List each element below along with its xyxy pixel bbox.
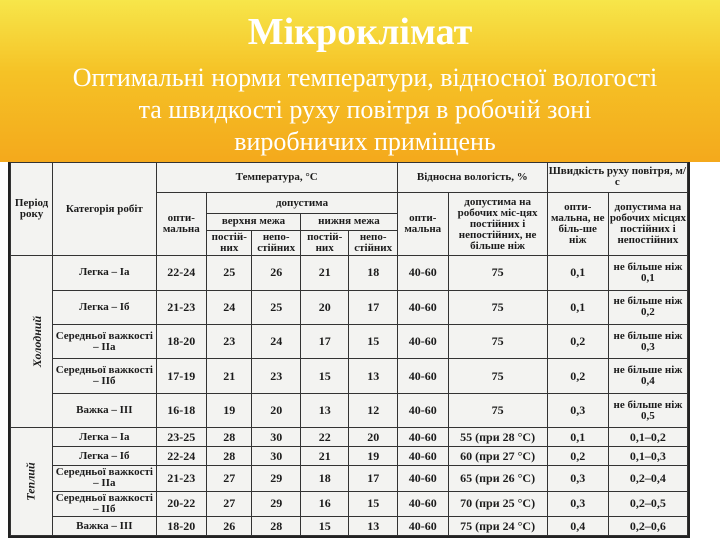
- humidity-optimal-cell: 40-60: [397, 325, 448, 359]
- temp-optimal-cell: 21-23: [156, 290, 207, 324]
- temp-optimal-cell: 22-24: [156, 256, 207, 290]
- speed-optimal-cell: 0,3: [547, 393, 608, 427]
- speed-optimal-cell: 0,2: [547, 447, 608, 466]
- humidity-allowed-cell: 75: [448, 290, 547, 324]
- temp-lower-perm-cell: 18: [300, 465, 349, 491]
- temp-lower-nonperm-cell: 12: [349, 393, 398, 427]
- header-lower-permanent: постій-них: [300, 230, 349, 256]
- temp-upper-nonperm-cell: 29: [252, 465, 301, 491]
- humidity-optimal-cell: 40-60: [397, 491, 448, 517]
- table-row: [11, 517, 688, 536]
- temp-upper-nonperm-cell: 26: [252, 256, 301, 290]
- temp-upper-nonperm-cell: 30: [252, 447, 301, 466]
- slide-subtitle: [20, 62, 710, 158]
- temp-lower-nonperm-cell: 15: [349, 325, 398, 359]
- temp-lower-perm-cell: 15: [300, 359, 349, 393]
- speed-optimal-cell: 0,2: [547, 359, 608, 393]
- speed-allowed-cell: не більше ніж 0,3: [608, 325, 687, 359]
- temp-lower-nonperm-cell: 17: [349, 290, 398, 324]
- slide-title: Мікроклімат: [247, 11, 473, 53]
- period-label: Теплий: [24, 462, 39, 501]
- temp-upper-perm-cell: 25: [207, 256, 252, 290]
- table-row: [11, 447, 688, 466]
- temp-upper-perm-cell: 28: [207, 447, 252, 466]
- temp-lower-perm-cell: 21: [300, 447, 349, 466]
- humidity-allowed-cell: 75 (при 24 °С): [448, 517, 547, 536]
- period-cell-cold: [11, 256, 53, 428]
- temp-upper-perm-cell: 27: [207, 465, 252, 491]
- temp-lower-nonperm-cell: 17: [349, 465, 398, 491]
- speed-optimal-cell: 0,4: [547, 517, 608, 536]
- humidity-allowed-cell: 60 (при 27 °С): [448, 447, 547, 466]
- humidity-allowed-cell: 65 (при 26 °С): [448, 465, 547, 491]
- temp-lower-nonperm-cell: 18: [349, 256, 398, 290]
- speed-optimal-cell: 0,3: [547, 465, 608, 491]
- speed-optimal-cell: 0,2: [547, 325, 608, 359]
- table-row: [11, 491, 688, 517]
- table-row: [11, 428, 688, 447]
- category-cell: Середньої важкості – ІІа: [53, 465, 156, 491]
- header-upper-nonpermanent: непо-стійних: [252, 230, 301, 256]
- title-banner: [0, 0, 720, 162]
- table-row: [11, 256, 688, 290]
- temp-optimal-cell: 16-18: [156, 393, 207, 427]
- table-row: [11, 393, 688, 427]
- microclimate-table-container: [8, 162, 690, 538]
- table-row: [11, 290, 688, 324]
- speed-allowed-cell: 0,2–0,5: [608, 491, 687, 517]
- subtitle-line: виробничих приміщень: [234, 127, 496, 156]
- temp-upper-perm-cell: 24: [207, 290, 252, 324]
- category-cell: Легка – Іа: [53, 256, 156, 290]
- temp-optimal-cell: 18-20: [156, 325, 207, 359]
- temp-upper-nonperm-cell: 28: [252, 517, 301, 536]
- header-humidity-optimal: опти-мальна: [397, 192, 448, 255]
- temp-upper-nonperm-cell: 29: [252, 491, 301, 517]
- temp-lower-perm-cell: 16: [300, 491, 349, 517]
- header-temp-optimal: опти-мальна: [156, 192, 207, 255]
- table-row: [11, 325, 688, 359]
- category-cell: Середньої важкості – ІІб: [53, 359, 156, 393]
- temp-lower-nonperm-cell: 15: [349, 491, 398, 517]
- temp-upper-nonperm-cell: 23: [252, 359, 301, 393]
- category-cell: Середньої важкості – ІІб: [53, 491, 156, 517]
- table-row: [11, 359, 688, 393]
- table-row: [11, 465, 688, 491]
- header-temp-allowed: допустима: [207, 192, 398, 213]
- temp-lower-nonperm-cell: 19: [349, 447, 398, 466]
- speed-allowed-cell: 0,2–0,6: [608, 517, 687, 536]
- temp-upper-nonperm-cell: 20: [252, 393, 301, 427]
- speed-optimal-cell: 0,3: [547, 491, 608, 517]
- category-cell: Важка – ІІІ: [53, 517, 156, 536]
- speed-allowed-cell: не більше ніж 0,2: [608, 290, 687, 324]
- temp-optimal-cell: 21-23: [156, 465, 207, 491]
- header-period: Період року: [11, 163, 53, 256]
- humidity-allowed-cell: 75: [448, 393, 547, 427]
- temp-upper-perm-cell: 28: [207, 428, 252, 447]
- temp-upper-perm-cell: 19: [207, 393, 252, 427]
- temp-lower-perm-cell: 20: [300, 290, 349, 324]
- header-upper-limit: верхня межа: [207, 214, 301, 231]
- header-humidity: Відносна вологість, %: [397, 163, 547, 193]
- humidity-optimal-cell: 40-60: [397, 290, 448, 324]
- humidity-optimal-cell: 40-60: [397, 517, 448, 536]
- speed-allowed-cell: не більше ніж 0,4: [608, 359, 687, 393]
- temp-upper-nonperm-cell: 24: [252, 325, 301, 359]
- temp-upper-perm-cell: 23: [207, 325, 252, 359]
- category-cell: Легка – Іа: [53, 428, 156, 447]
- category-cell: Важка – ІІІ: [53, 393, 156, 427]
- speed-optimal-cell: 0,1: [547, 428, 608, 447]
- temp-upper-nonperm-cell: 25: [252, 290, 301, 324]
- header-speed-allowed: допустима на робочих місцях постійних і непостійних: [608, 192, 687, 255]
- category-cell: Легка – Іб: [53, 447, 156, 466]
- temp-lower-perm-cell: 17: [300, 325, 349, 359]
- humidity-allowed-cell: 70 (при 25 °С): [448, 491, 547, 517]
- temp-lower-nonperm-cell: 13: [349, 359, 398, 393]
- humidity-optimal-cell: 40-60: [397, 465, 448, 491]
- humidity-allowed-cell: 75: [448, 325, 547, 359]
- microclimate-table: [10, 162, 688, 536]
- temp-optimal-cell: 18-20: [156, 517, 207, 536]
- temp-upper-nonperm-cell: 30: [252, 428, 301, 447]
- temp-lower-perm-cell: 13: [300, 393, 349, 427]
- header-speed-optimal: опти-мальна, не біль-ше ніж: [547, 192, 608, 255]
- humidity-allowed-cell: 55 (при 28 °С): [448, 428, 547, 447]
- header-row-1: [11, 163, 688, 193]
- temp-optimal-cell: 20-22: [156, 491, 207, 517]
- temp-upper-perm-cell: 21: [207, 359, 252, 393]
- humidity-optimal-cell: 40-60: [397, 359, 448, 393]
- speed-optimal-cell: 0,1: [547, 256, 608, 290]
- subtitle-line: Оптимальні норми температури, відносної вологості: [72, 63, 658, 92]
- period-cell-warm: [11, 428, 53, 536]
- speed-allowed-cell: 0,1–0,2: [608, 428, 687, 447]
- temp-lower-nonperm-cell: 20: [349, 428, 398, 447]
- speed-optimal-cell: 0,1: [547, 290, 608, 324]
- temp-upper-perm-cell: 26: [207, 517, 252, 536]
- header-temperature: Температура, °С: [156, 163, 397, 193]
- humidity-optimal-cell: 40-60: [397, 447, 448, 466]
- header-speed: Швидкість руху повітря, м/с: [547, 163, 687, 193]
- temp-optimal-cell: 22-24: [156, 447, 207, 466]
- header-humidity-allowed: допустима на робочих міс-цях постійних і непостійних, не більше ніж: [448, 192, 547, 255]
- temp-upper-perm-cell: 27: [207, 491, 252, 517]
- temp-optimal-cell: 23-25: [156, 428, 207, 447]
- humidity-optimal-cell: 40-60: [397, 393, 448, 427]
- temp-lower-perm-cell: 22: [300, 428, 349, 447]
- header-lower-limit: нижня межа: [300, 214, 397, 231]
- temp-optimal-cell: 17-19: [156, 359, 207, 393]
- category-cell: Середньої важкості – ІІа: [53, 325, 156, 359]
- header-category: Категорія робіт: [53, 163, 156, 256]
- speed-allowed-cell: не більше ніж 0,5: [608, 393, 687, 427]
- subtitle-line: та швидкості руху повітря в робочій зоні: [138, 95, 592, 124]
- temp-lower-perm-cell: 21: [300, 256, 349, 290]
- temp-lower-perm-cell: 15: [300, 517, 349, 536]
- humidity-optimal-cell: 40-60: [397, 256, 448, 290]
- header-lower-nonpermanent: непо-стійних: [349, 230, 398, 256]
- humidity-optimal-cell: 40-60: [397, 428, 448, 447]
- speed-allowed-cell: не більше ніж 0,1: [608, 256, 687, 290]
- category-cell: Легка – Іб: [53, 290, 156, 324]
- speed-allowed-cell: 0,1–0,3: [608, 447, 687, 466]
- speed-allowed-cell: 0,2–0,4: [608, 465, 687, 491]
- humidity-allowed-cell: 75: [448, 359, 547, 393]
- humidity-allowed-cell: 75: [448, 256, 547, 290]
- period-label: Холодний: [30, 316, 45, 368]
- header-upper-permanent: постій-них: [207, 230, 252, 256]
- temp-lower-nonperm-cell: 13: [349, 517, 398, 536]
